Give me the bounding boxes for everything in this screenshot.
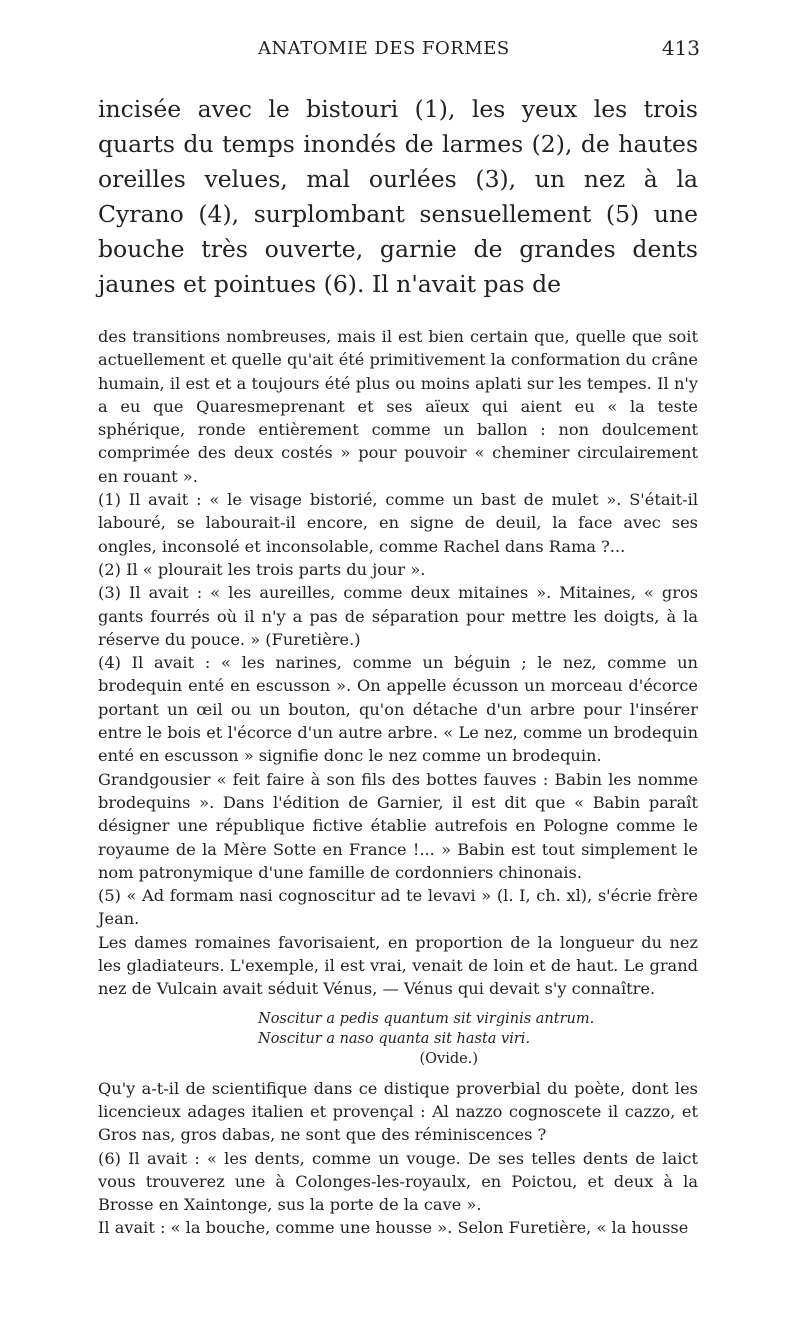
note-5-paragraph-3: Qu'y a-t-il de scientifique dans ce distique proverbial du poète, dont les licencieux adages italien et provençal : Al nazzo cognoscete il cazzo, et Gros nas, gros dabas, ne sont que des réminiscences ? bbox=[98, 1078, 698, 1145]
note-6-paragraph-2: Il avait : « la bouche, comme une housse ». Selon Furetière, « la housse bbox=[98, 1218, 689, 1238]
note-3: (3) Il avait : « les aureilles, comme deux mitaines ». Mitaines, « gros gants fourrés où il n'y a pas de séparation pour mettre les doigts, à la réserve du pouce. » (Furetière.) bbox=[98, 583, 698, 649]
verse-credit: (Ovide.) bbox=[419, 1050, 478, 1067]
page-number: 413 bbox=[661, 36, 700, 60]
note-5: (5) « Ad formam nasi cognoscitur ad te levavi » (l. I, ch. xl), s'écrie frère Jean. bbox=[98, 886, 698, 929]
running-head: ANATOMIE DES FORMES bbox=[258, 38, 510, 59]
note-4: (4) Il avait : « les narines, comme un béguin ; le nez, comme un brodequin enté en escusson ». On appelle écusson un morceau d'écorce portant un œil ou un bouton, qu'on détache d'un arbre pour l'insérer entre le bois et l'écorce d'un autre arbre. « Le nez, comme un brodequin enté en escusson » signifie donc le nez comme un brodequin. bbox=[98, 653, 698, 766]
verse-line-2: Noscitur a naso quanta sit hasta viri. bbox=[258, 1030, 531, 1047]
footnotes bbox=[98, 325, 698, 1240]
note-continuation: des transitions nombreuses, mais il est bien certain que, quelle que soit actuellement et quelle qu'ait été primitivement la conformation du crâne humain, il est et a toujours été plus ou moins aplati sur les tempes. Il n'y a eu que Quaresmeprenant et ses aïeux qui aient eu « la teste sphérique, ronde entièrement comme un ballon : non doulcement comprimée des deux costés » pour pouvoir « cheminer circulairement en rouant ». bbox=[98, 327, 698, 486]
main-text: incisée avec le bistouri (1), les yeux les trois quarts du temps inondés de larmes (2), de hautes oreilles velues, mal ourlées (3), un nez à la Cyrano (4), surplombant sensuellement (5) une bouche très ouverte, garnie de grandes dents jaunes et pointues (6). Il n'avait pas de bbox=[98, 95, 698, 298]
note-2: (2) Il « plourait les trois parts du jour ». bbox=[98, 559, 426, 579]
note-1: (1) Il avait : « le visage bistorié, comme un bast de mulet ». S'était-il labouré, se labourait-il encore, en signe de deuil, la face avec ses ongles, inconsolé et inconsolable, comme Rachel dans Rama ?... bbox=[98, 490, 698, 556]
page-header bbox=[258, 38, 700, 68]
note-6: (6) Il avait : « les dents, comme un vouge. De ses telles dents de laict vous trouverez une à Colonges-les-royaulx, en Poictou, et deux à la Brosse en Xaintonge, sus la porte de la cave ». bbox=[98, 1148, 698, 1215]
note-4-paragraph-2: Grandgousier « feit faire à son fils des bottes fauves : Babin les nomme brodequins ». Dans l'édition de Garnier, il est dit que « Babin paraît désigner une république fictive établie autrefois en Pologne comme le royaume de la Mère Sotte en France !... » Babin est tout simplement le nom patronymique d'une famille de cordonniers chinonais. bbox=[98, 769, 698, 882]
note-5-paragraph-2: Les dames romaines favorisaient, en proportion de la longueur du nez les gladiateurs. L'exemple, il est vrai, venait de loin et de haut. Le grand nez de Vulcain avait séduit Vénus, — Vénus qui devait s'y connaître. bbox=[98, 932, 698, 999]
verse-line-1: Noscitur a pedis quantum sit virginis antrum. bbox=[258, 1010, 595, 1027]
